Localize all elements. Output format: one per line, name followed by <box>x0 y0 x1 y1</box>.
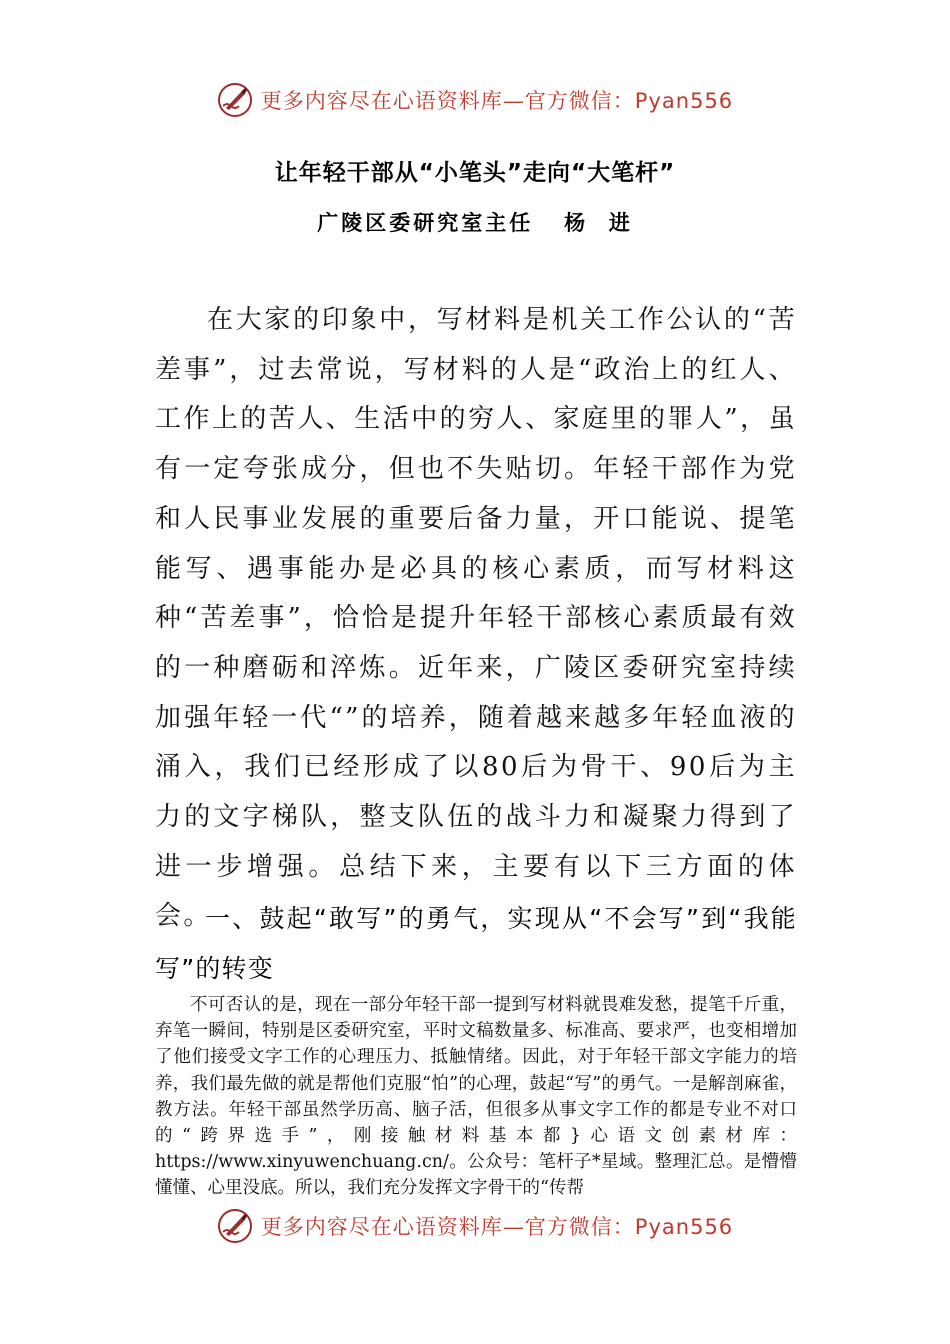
section-1-paragraph: 不可否认的是，现在一部分年轻干部一提到写材料就畏难发愁，提笔千斤重，弃笔一瞬间，特别是区委研究室，平时文稿数量多、标准高、要求严，也变相增加了他们接受文字工作的心理压力、抵触情绪。因此，对于年轻干部文字能力的培养，我们最先做的就是帮他们克服“怕”的心理，鼓起“写”的勇气。一是解剖麻雀，教方法。年轻干部虽然学历高、脑子活，但很多从事文字工作的都是专业不对口的“跨界选手”，刚接触材料基本都}心语文创素材库：https://www.xinyuwenchuang.cn/。公众号：笔杆子*星域。整理汇总。是懵懵懂懂、心里没底。所以，我们充分发挥文字骨干的“传帮 <box>155 995 797 1199</box>
intro-paragraph: 在大家的印象中，写材料是机关工作公认的“苦差事”，过去常说，写材料的人是“政治上的红人、工作上的苦人、生活中的穷人、家庭里的罪人”，虽有一定夸张成分，但也不失贴切。年轻干部作为党和人民事业发展的重要后备力量，开口能说、提笔能写、遇事能办是必具的核心素质，而写材料这种“苦差事”，恰恰是提升年轻干部核心素质最有效的一种磨砺和淬炼。近年来，广陵区委研究室持续加强年轻一代“”的培养，随着越来越多年轻血液的涌入，我们已经形成了以80后为骨干、90后为主力的文字梯队，整支队伍的战斗力和凝聚力得到了进一步增强。总结下来，主要有以下三方面的体会。 <box>155 305 797 932</box>
header-watermark-banner <box>0 82 950 118</box>
footer-watermark-banner <box>0 1208 950 1244</box>
document-author: 广陵区委研究室主任 杨 进 <box>317 210 633 235</box>
pen-nib-logo-icon <box>217 1208 253 1244</box>
watermark-text <box>261 1211 733 1241</box>
watermark-main: 更多内容尽在心语资料库 <box>260 1215 503 1239</box>
watermark-contact: 官方微信：Pyan556 <box>524 89 734 113</box>
watermark-dash: — <box>502 1215 525 1239</box>
document-title: 让年轻干部从“小笔头”走向“大笔杆” <box>274 160 676 186</box>
watermark-contact: 官方微信：Pyan556 <box>524 1215 734 1239</box>
watermark-text <box>261 85 733 115</box>
pen-nib-logo-icon <box>217 82 253 118</box>
watermark-main: 更多内容尽在心语资料库 <box>260 89 503 113</box>
section-heading-1: 一、鼓起“敢写”的勇气，实现从“不会写”到“我能写”的转变 <box>155 904 797 983</box>
watermark-dash: — <box>502 89 525 113</box>
